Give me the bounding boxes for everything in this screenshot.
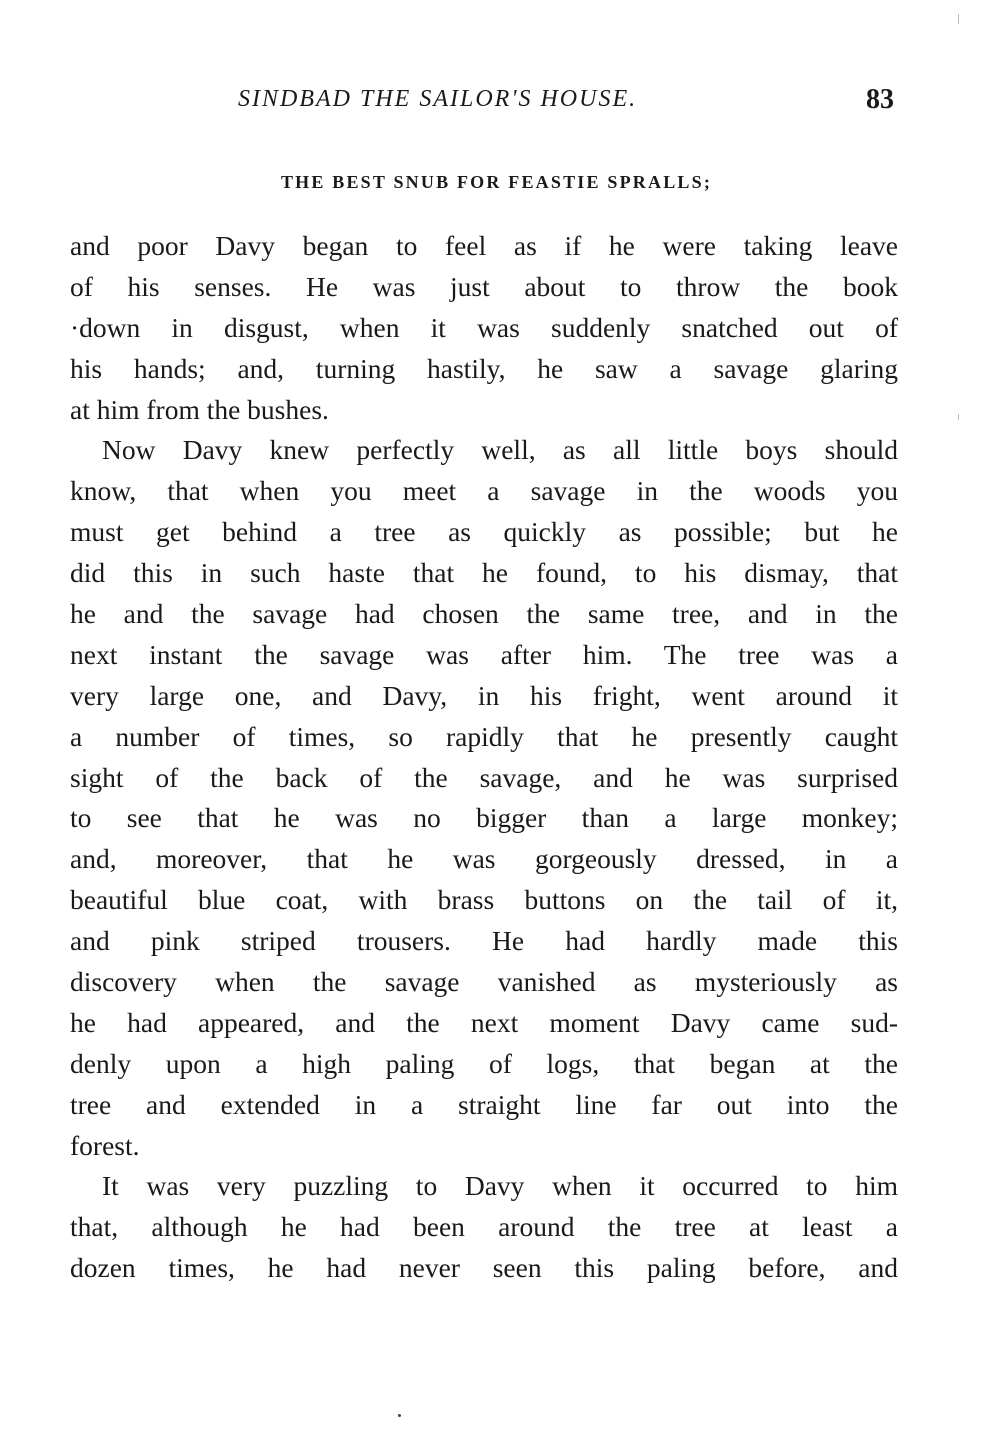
text-line: he had appeared, and the next moment Davy came sud-	[70, 1006, 898, 1038]
text-line: very large one, and Davy, in his fright, went around it	[70, 679, 898, 711]
scan-mark	[958, 414, 959, 420]
text-line: beautiful blue coat, with brass buttons on the tail of it,	[70, 884, 898, 916]
text-line: a number of times, so rapidly that he presently caught	[70, 720, 898, 752]
paragraph	[70, 1166, 898, 1289]
text-line: did this in such haste that he found, to his dismay, that	[70, 557, 898, 589]
body-text	[70, 226, 898, 1289]
text-line: denly upon a high paling of logs, that began at the	[70, 1047, 898, 1079]
text-line: and, moreover, that he was gorgeously dressed, in a	[70, 843, 898, 875]
running-title: SINDBAD THE SAILOR'S HOUSE.	[238, 86, 638, 112]
text-line: and poor Davy began to feel as if he were taking leave	[70, 230, 898, 261]
text-line: must get behind a tree as quickly as possible; but he	[70, 516, 898, 548]
text-line: next instant the savage was after him. The tree was a	[70, 638, 898, 670]
page-number: 83	[866, 84, 894, 115]
text-line: ·down in disgust, when it was suddenly snatched out of	[70, 311, 898, 343]
section-heading-text: THE BEST SNUB FOR FEASTIE SPRALLS;	[280, 172, 713, 192]
text-line: of his senses. He was just about to throw the book	[70, 270, 898, 302]
text-line: tree and extended in a straight line far out into the	[70, 1088, 898, 1120]
text-line: he and the savage had chosen the same tree, and in the	[70, 598, 898, 630]
scan-mark	[958, 14, 959, 24]
text-line: his hands; and, turning hastily, he saw a savage glaring	[70, 352, 898, 384]
paragraph	[70, 430, 898, 1166]
text-line: Now Davy knew perfectly well, as all little boys should	[102, 434, 898, 466]
print-speck	[398, 1414, 401, 1417]
text-line: dozen times, he had never seen this paling before, and	[70, 1252, 898, 1284]
text-line: that, although he had been around the tree at least a	[70, 1211, 898, 1243]
text-line: at him from the bushes.	[70, 393, 329, 425]
text-line: to see that he was no bigger than a large monkey;	[70, 802, 898, 834]
text-line: forest.	[70, 1129, 140, 1161]
section-heading	[0, 172, 993, 193]
text-line: It was very puzzling to Davy when it occurred to him	[102, 1170, 898, 1202]
text-line: discovery when the savage vanished as mysteriously as	[70, 966, 898, 998]
running-head	[0, 86, 993, 122]
text-line: and pink striped trousers. He had hardly made this	[70, 925, 898, 957]
text-line: know, that when you meet a savage in the woods you	[70, 475, 898, 507]
text-line: sight of the back of the savage, and he was surprised	[70, 761, 898, 793]
paragraph	[70, 226, 898, 430]
